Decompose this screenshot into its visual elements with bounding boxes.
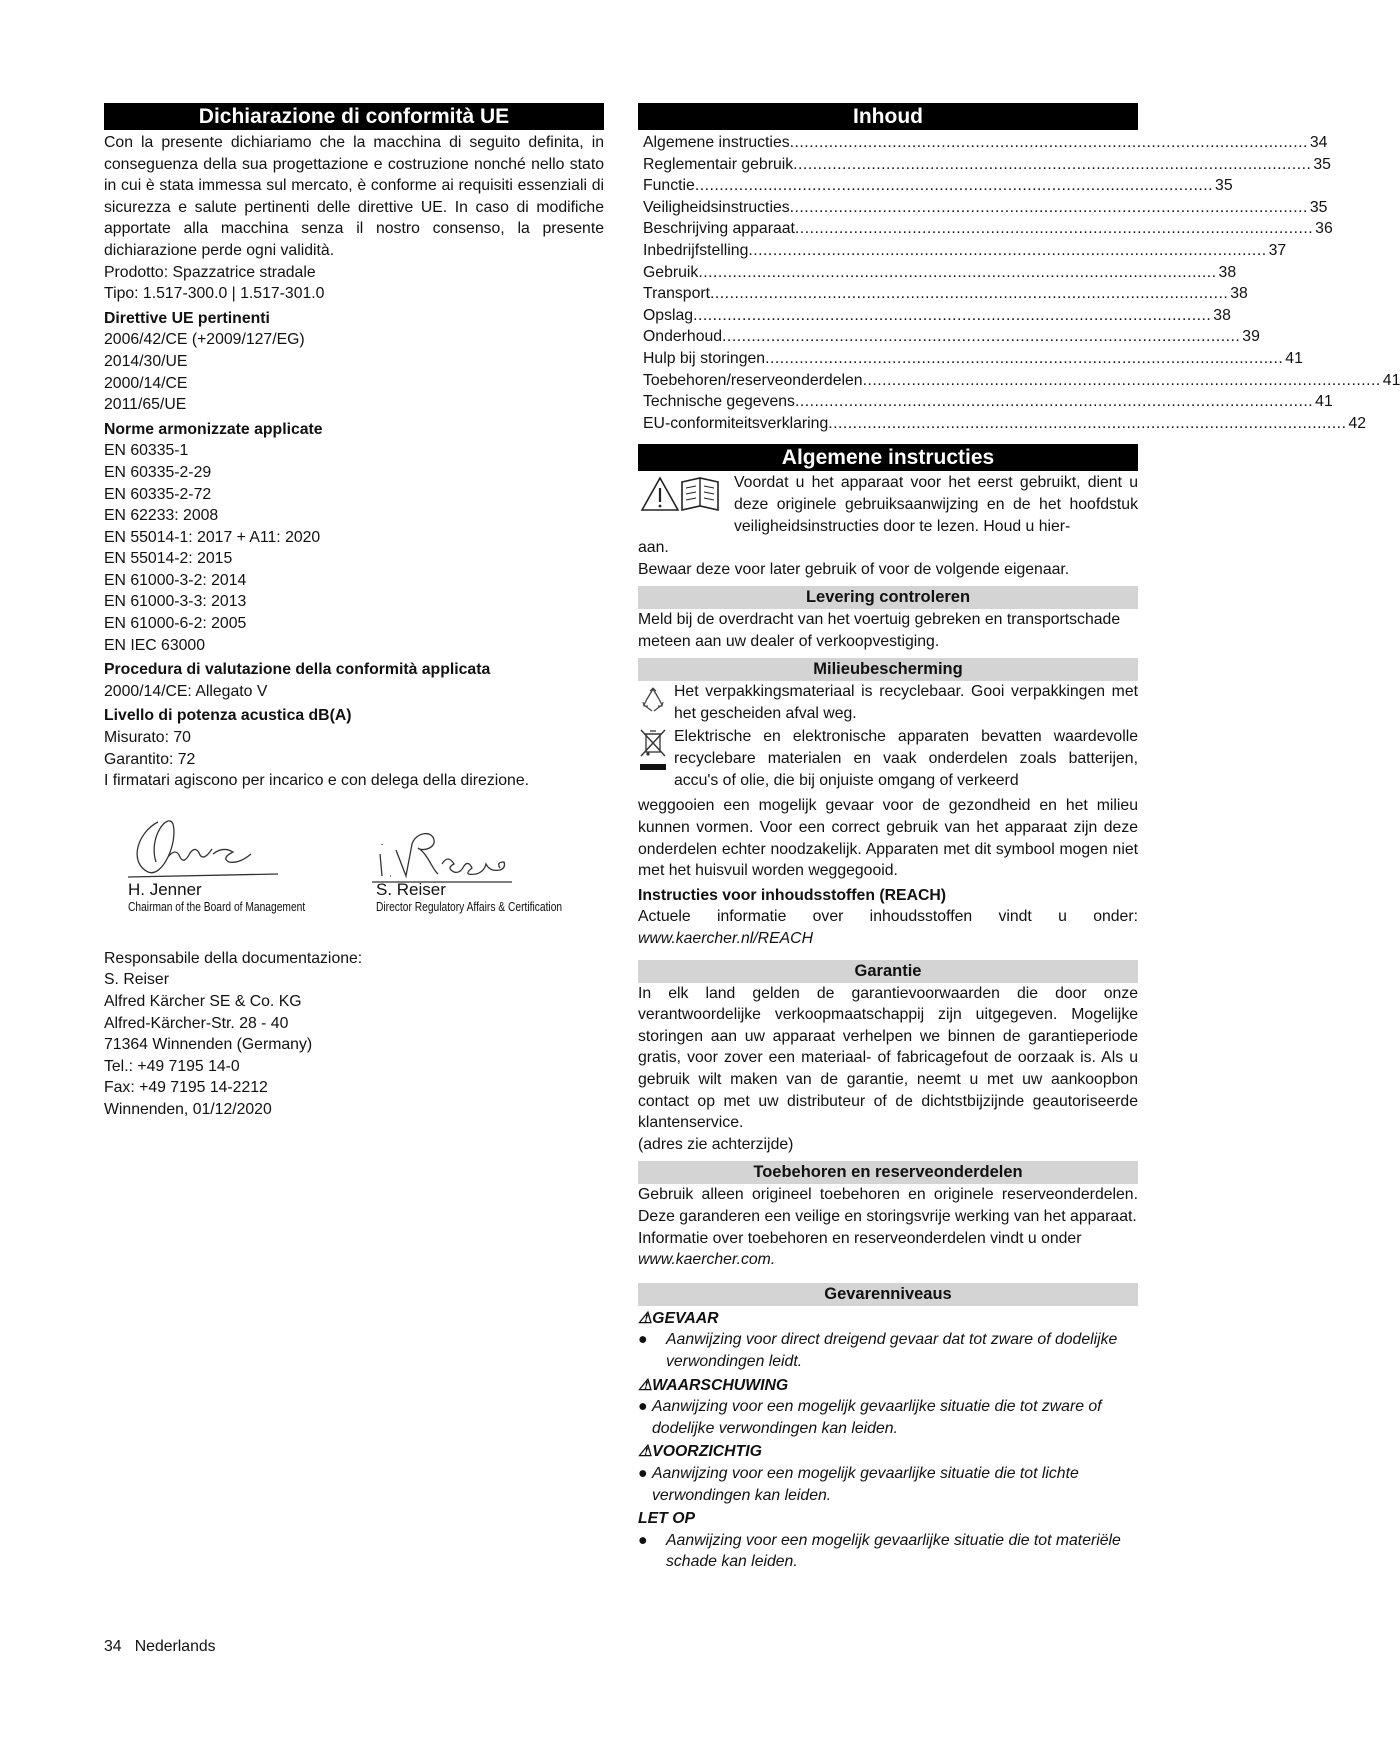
warning-read-manual-icon (638, 472, 734, 514)
warning-triangle-icon: ⚠ (638, 1309, 653, 1327)
conformity-intro: Con la presente dichiariamo che la macchina di seguito definita, in conseguenza della sua progettazione e costruzione nonché nello stato in cui è stata immessa sul mercato, è conforme ai requisiti essenziali di sicurezza e salute pertinenti delle direttive UE. In caso di modifiche apportate alla macchina senza il nostro consenso, la presente dichiarazione perde ogni validità. (104, 134, 604, 259)
hazard-caution-label: ⚠VOORZICHTIG (638, 1443, 762, 1461)
hazard-notice-label: LET OP (638, 1510, 696, 1528)
product-line: Prodotto: Spazzatrice stradale (104, 263, 316, 281)
delivery-title: Levering controleren (638, 586, 1138, 609)
norm-item: EN 60335-2-29 (104, 463, 212, 481)
recycle-note (638, 681, 1138, 726)
hazard-notice-item: ● Aanwijzing voor een mogelijk gevaarlijke situatie die tot materiële schade kan leiden. (638, 1530, 1138, 1573)
conformity-title: Dichiarazione di conformità UE (104, 103, 604, 130)
toc-title: Inhoud (638, 103, 1138, 130)
toc-item[interactable]: Technische gegevens .......................................................................................................... 41 (643, 393, 1333, 411)
page-footer (104, 1638, 216, 1656)
toc-item[interactable]: Beschrijving apparaat .......................................................................................................... 36 (643, 220, 1333, 238)
reach-text-body: Actuele informatie over inhoudsstoffen vindt u onder: (638, 908, 1138, 926)
doc-line: Alfred-Kärcher-Str. 28 - 40 (104, 1014, 289, 1032)
hazard-danger-label: ⚠GEVAAR (638, 1309, 719, 1327)
hazard-levels-title: Gevarenniveaus (638, 1283, 1138, 1306)
delivery-text: Meld bij de overdracht van het voertuig gebreken en transportschade meteen aan uw dealer of verkoopvestiging. (638, 611, 1121, 650)
toc-item[interactable]: Inbedrijfstelling .......................................................................................................... 37 (643, 241, 1287, 259)
keep-manual-text: Bewaar deze voor later gebruik of voor de volgende eigenaar. (638, 560, 1070, 578)
directive-item: 2014/30/UE (104, 352, 188, 370)
environment-title: Milieubescherming (638, 658, 1138, 681)
reach-text (638, 906, 1138, 949)
table-of-contents (638, 132, 1400, 434)
norm-item: EN 62233: 2008 (104, 507, 219, 525)
crossed-bin-icon (638, 726, 674, 795)
norm-item: EN 61000-3-2: 2014 (104, 571, 247, 589)
norm-item: EN 61000-3-3: 2013 (104, 593, 247, 611)
warning-triangle-icon: ⚠ (638, 1443, 653, 1461)
signature-block (104, 798, 604, 948)
recycle-icon (638, 681, 674, 726)
toc-item[interactable]: Transport .......................................................................................................... 38 (643, 285, 1248, 303)
weee-note (638, 726, 1138, 795)
toc-item[interactable]: Onderhoud .......................................................................................................... 39 (643, 328, 1260, 346)
sound-measured: Misurato: 70 (104, 729, 191, 747)
type-line: Tipo: 1.517-300.0 | 1.517-301.0 (104, 285, 325, 303)
doc-line: Alfred Kärcher SE & Co. KG (104, 993, 302, 1010)
bullet-icon: ● (638, 1531, 648, 1549)
directive-item: 2006/42/CE (+2009/127/EG) (104, 331, 305, 349)
conformity-declaration-column (104, 103, 604, 1121)
norms-heading: Norme armonizzate applicate (104, 420, 323, 438)
procedure-heading: Procedura di valutazione della conformità applicata (104, 661, 491, 679)
directive-item: 2011/65/UE (104, 396, 187, 414)
hazard-warning-item: ● Aanwijzing voor een mogelijk gevaarlijke situatie die tot zware of dodelijke verwondingen kan leiden. (638, 1396, 1138, 1439)
norm-item: EN 60335-2-72 (104, 485, 212, 503)
weee-text: Elektrische en elektronische apparaten bevatten waardevolle recyclebare materialen en vaak onderdelen zoals batterijen, accu's of olie, die bij onjuiste omgang of verkeerd (674, 728, 1138, 789)
read-manual-text-cont: aan. (638, 539, 669, 557)
toc-item[interactable]: Veiligheidsinstructies .......................................................................................................... 35 (643, 198, 1328, 216)
directive-item: 2000/14/CE (104, 374, 188, 392)
warranty-title: Garantie (638, 960, 1138, 983)
warranty-address: (adres zie achterzijde) (638, 1135, 794, 1153)
bullet-icon: ● (638, 1464, 648, 1482)
warranty-text: In elk land gelden de garantievoorwaarden die door onze verantwoordelijke verkoopmaatschappij zijn uitgegeven. Mogelijke storingen aan uw apparaat verhelpen we binnen de garantieperiode gratis, voor zover een materiaal- of fabricagefout de oorzaak is. Als u gebruik wilt maken van de garantie, neemt u met uw aankoopbon contact op met uw distributeur of de dichtstbijzijnde geautoriseerde klantenservice. (638, 984, 1138, 1132)
toc-item[interactable]: EU-conformiteitsverklaring .......................................................................................................... 42 (643, 414, 1367, 432)
manual-column (638, 103, 1400, 1573)
directives-heading: Direttive UE pertinenti (104, 309, 270, 327)
weee-text-cont: weggooien een mogelijk gevaar voor de gezondheid en het milieu kunnen vormen. Voor een correct gebruik van het apparaat zijn deze onderdelen echter noodzakelijk. Apparaten met dit symbool mogen niet met het huisvuil worden weggegooid. (638, 797, 1138, 880)
accessories-title: Toebehoren en reserveonderdelen (638, 1161, 1138, 1184)
bullet-icon: ● (638, 1331, 648, 1349)
general-instructions-title: Algemene instructies (638, 444, 1138, 471)
procedure-value: 2000/14/CE: Allegato V (104, 682, 268, 700)
toc-item[interactable]: Toebehoren/reserveonderdelen .......................................................................................................... 41 (643, 371, 1400, 389)
hazard-warning-label: ⚠WAARSCHUWING (638, 1376, 789, 1394)
toc-item[interactable]: Reglementair gebruik .......................................................................................................... 35 (643, 155, 1331, 173)
page-number: 34 (104, 1638, 122, 1655)
signer2-name: S. Reiser (376, 879, 446, 899)
toc-item[interactable]: Opslag .......................................................................................................... 38 (643, 306, 1231, 324)
read-manual-text: Voordat u het apparaat voor het eerst gebruikt, dient u deze originele gebruiksaanwijzing en de het hoofdstuk veiligheidsinstructies door te lezen. Houd u hier- (734, 474, 1138, 535)
hazard-caution-item: ● Aanwijzing voor een mogelijk gevaarlijke situatie die tot lichte verwondingen kan leiden. (638, 1463, 1138, 1506)
accessories-text: Gebruik alleen origineel toebehoren en originele reserveonderdelen. Deze garanderen een veilige en storingsvrije werking van het apparaat. (638, 1186, 1138, 1225)
accessories-text2: Informatie over toebehoren en reserveonderdelen vindt u onder (638, 1229, 1082, 1247)
sound-heading: Livello di potenza acustica dB(A) (104, 707, 352, 725)
reach-link[interactable]: www.kaercher.nl/REACH (638, 930, 813, 948)
doc-line: 71364 Winnenden (Germany) (104, 1036, 313, 1054)
recycle-text: Het verpakkingsmateriaal is recyclebaar. Gooi verpakkingen met het gescheiden afval weg. (674, 683, 1138, 723)
norm-item: EN 55014-2: 2015 (104, 550, 233, 568)
toc-item[interactable]: Functie .......................................................................................................... 35 (643, 177, 1233, 195)
accessories-link[interactable]: www.kaercher.com. (638, 1251, 776, 1269)
doc-line: Fax: +49 7195 14-2212 (104, 1079, 268, 1097)
bullet-icon: ● (638, 1398, 648, 1416)
doc-line: S. Reiser (104, 971, 169, 989)
signer1-name: H. Jenner (128, 879, 202, 899)
signer2-role: Director Regulatory Affairs & Certification (376, 899, 563, 914)
norm-item: EN 60335-1 (104, 442, 189, 460)
sound-guaranteed: Garantito: 72 (104, 750, 196, 768)
signatories-note: I firmatari agiscono per incarico e con delega della direzione. (104, 772, 529, 790)
norm-item: EN 55014-1: 2017 + A11: 2020 (104, 528, 321, 546)
toc-item[interactable]: Algemene instructies .......................................................................................................... 34 (643, 134, 1328, 151)
doc-line: Tel.: +49 7195 14-0 (104, 1057, 240, 1075)
toc-item[interactable]: Hulp bij storingen .......................................................................................................... 41 (643, 349, 1303, 367)
doc-line: Winnenden, 01/12/2020 (104, 1100, 272, 1118)
doc-line: Responsabile della documentazione: (104, 949, 363, 967)
norm-item: EN 61000-6-2: 2005 (104, 615, 247, 633)
norm-item: EN IEC 63000 (104, 636, 205, 654)
toc-item[interactable]: Gebruik .......................................................................................................... 38 (643, 263, 1237, 281)
footer-language: Nederlands (134, 1638, 216, 1655)
warning-triangle-icon: ⚠ (638, 1376, 653, 1394)
signature-jenner-image (118, 802, 318, 892)
hazard-danger-item: ● Aanwijzing voor direct dreigend gevaar dat tot zware of dodelijke verwondingen leidt. (638, 1329, 1138, 1372)
signer1-role: Chairman of the Board of Management (128, 899, 306, 914)
documentation-contact (104, 948, 604, 1121)
reach-heading: Instructies voor inhoudsstoffen (REACH) (638, 886, 947, 904)
read-manual-note (638, 472, 1138, 537)
